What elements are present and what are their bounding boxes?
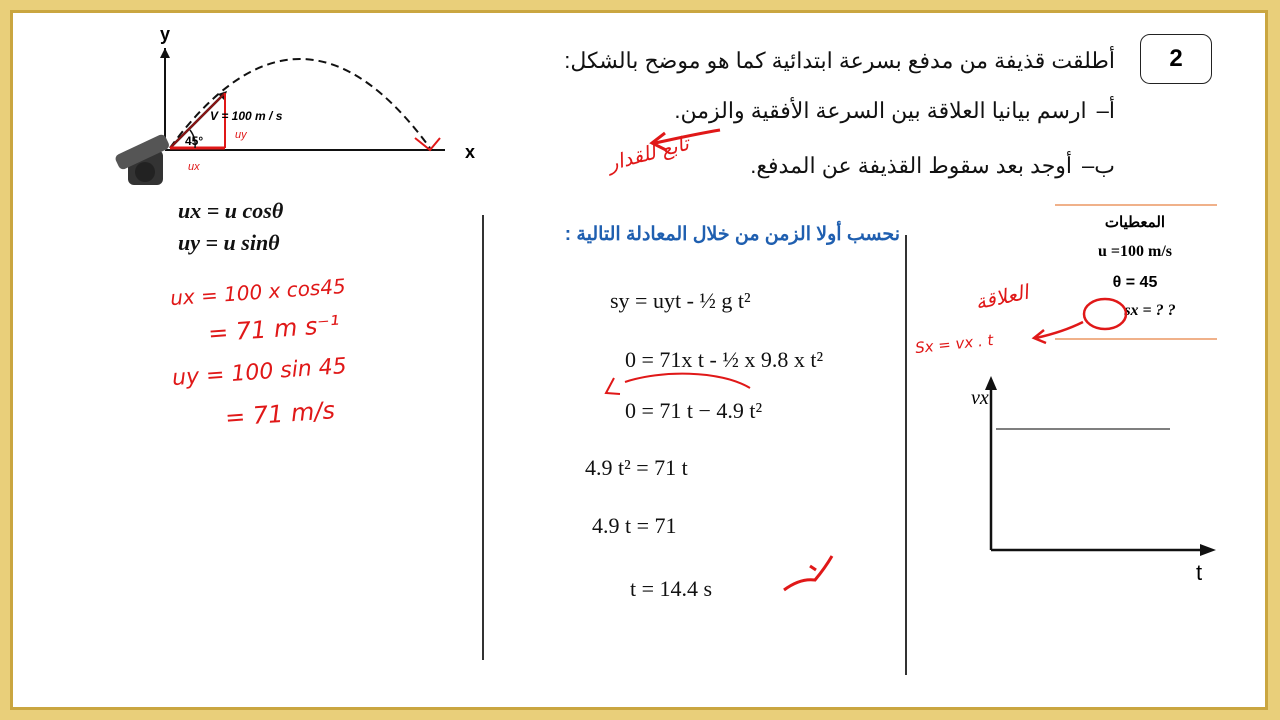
- equation-2: 0 = 71x t - ½ x 9.8 x t²: [625, 347, 824, 372]
- middle-heading: نحسب أولا الزمن من خلال المعادلة التالية :: [564, 224, 900, 245]
- equation-5: 4.9 t = 71: [592, 513, 677, 538]
- handwritten-distance-formula: Sx = vx . t: [914, 330, 995, 358]
- equation-3: 0 = 71 t − 4.9 t²: [625, 398, 763, 423]
- given-top-rule: [1055, 204, 1217, 206]
- question-line-1: أطلقت قذيفة من مدفع بسرعة ابتدائية كما هو موضح بالشكل:: [564, 48, 1115, 73]
- left-divider: [482, 215, 484, 660]
- diagram-axis-x: x: [465, 142, 476, 162]
- handwritten-uy-result: = 71 m/s: [224, 396, 336, 432]
- handwritten-ux-result: = 71 m s⁻¹: [207, 310, 341, 348]
- given-title: المعطيات: [1104, 214, 1166, 231]
- uy-note: uy: [235, 129, 247, 141]
- angle-label: 45°: [185, 134, 204, 148]
- graph-x-label: t: [1196, 560, 1203, 585]
- question-line-2: [674, 98, 1115, 124]
- equation-4: 4.9 t² = 71 t: [585, 455, 688, 480]
- uy-formula: uy = u sinθ: [178, 230, 280, 255]
- trajectory-path: [170, 59, 430, 148]
- given-u: u =100 m/s: [1097, 243, 1172, 260]
- question-line-2-text: ارسم بيانيا العلاقة بين السرعة الأفقية والزمن.: [674, 98, 1087, 123]
- handwritten-ux-calc: ux = 100 x cos45: [169, 273, 347, 311]
- diagram-axis-y: y: [160, 24, 171, 44]
- equation-1: sy = uyt - ½ g t²: [610, 288, 751, 313]
- vx-time-graph: [960, 370, 1230, 590]
- handwritten-arrow-annotation: [580, 95, 730, 195]
- ux-note: ux: [188, 161, 200, 173]
- question-line-3-text: أوجد بعد سقوط القذيفة عن المدفع.: [750, 153, 1073, 178]
- cannon-icon: [114, 133, 171, 185]
- velocity-label: V = 100 m / s: [210, 109, 283, 123]
- handwritten-arrow-to-sx: [1028, 316, 1088, 346]
- check-mark-icon: [780, 548, 840, 598]
- question-line-2-prefix: أ–: [1096, 98, 1115, 123]
- scale-note-text: تابع للقدار: [605, 130, 692, 176]
- given-sx: sx = ? ?: [1124, 302, 1176, 319]
- graph-y-label: vx: [971, 387, 989, 409]
- handwritten-law-label: العلاقة: [973, 279, 1031, 315]
- question-number: 2: [1169, 45, 1183, 72]
- ux-formula: ux = u cosθ: [178, 198, 284, 223]
- handwritten-uy-calc: uy = 100 sin 45: [171, 353, 348, 392]
- projectile-diagram: [110, 20, 490, 195]
- right-divider: [905, 235, 907, 675]
- question-number-box: [1140, 34, 1212, 84]
- equation-6: t = 14.4 s: [630, 576, 713, 601]
- question-line-3: [750, 153, 1115, 179]
- question-line-3-prefix: ب–: [1082, 153, 1115, 178]
- given-theta: θ = 45: [1112, 274, 1158, 291]
- sx-circle-mark: [1082, 296, 1132, 332]
